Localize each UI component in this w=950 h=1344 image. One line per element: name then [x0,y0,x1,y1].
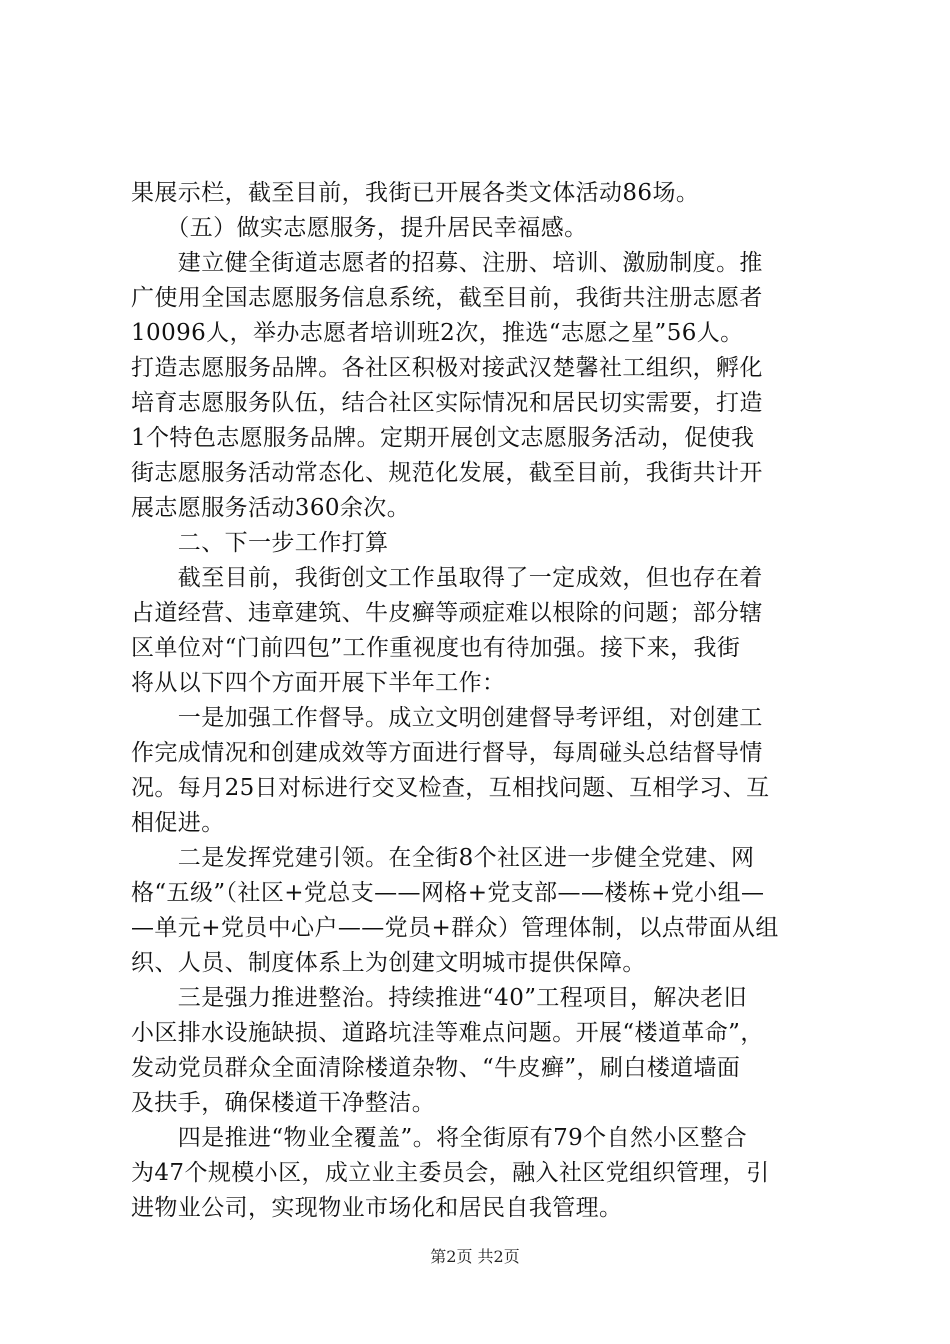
text-line: 织、人员、制度体系上为创建文明城市提供保障。 [131,950,646,976]
text-line: —单元+党员中心户——党员+群众）管理体制，以点带面从组 [131,915,779,941]
document-body [131,176,831,1226]
text-line: 况。每月25日对标进行交叉检查，互相找问题、互相学习、互 [131,775,770,801]
text-line: 格“五级”（社区+党总支——网格+党支部——楼栋+党小组— [131,880,765,906]
text-line: 区单位对“门前四包”工作重视度也有待加强。接下来，我街 [131,635,741,661]
text-line: 为47个规模小区，成立业主委员会，融入社区党组织管理，引 [131,1160,770,1186]
text-line: 将从以下四个方面开展下半年工作： [131,670,506,696]
text-line: 发动党员群众全面清除楼道杂物、“牛皮癣”，刷白楼道墙面 [131,1055,741,1081]
page-footer: 第2页 共2页 [430,1247,520,1266]
text-line: 10096人，举办志愿者培训班2次，推选“志愿之星”56人。 [131,320,744,346]
text-line: 三是强力推进整治。持续推进“40”工程项目，解决老旧 [131,985,747,1011]
text-line: 截至目前，我街创文工作虽取得了一定成效，但也存在着 [131,565,763,591]
text-line: 1个特色志愿服务品牌。定期开展创文志愿服务活动，促使我 [131,425,755,451]
text-line: 街志愿服务活动常态化、规范化发展，截至目前，我街共计开 [131,460,763,486]
text-line: 建立健全街道志愿者的招募、注册、培训、激励制度。推 [131,250,763,276]
text-line: 一是加强工作督导。成立文明创建督导考评组，对创建工 [131,705,763,731]
text-line: 广使用全国志愿服务信息系统，截至目前，我街共注册志愿者 [131,285,763,311]
text-line: 打造志愿服务品牌。各社区积极对接武汉楚馨社工组织，孵化 [131,355,763,381]
text-line: 小区排水设施缺损、道路坑洼等难点问题。开展“楼道革命”， [131,1020,764,1046]
text-line: 占道经营、违章建筑、牛皮癣等顽症难以根除的问题；部分辖 [131,600,763,626]
text-line: 展志愿服务活动360余次。 [131,495,411,521]
text-line: 果展示栏，截至目前，我街已开展各类文体活动86场。 [131,180,700,206]
text-line: 相促进。 [131,810,225,836]
text-line: 及扶手，确保楼道干净整洁。 [131,1090,436,1116]
text-line: （五）做实志愿服务，提升居民幸福感。 [131,215,588,241]
text-line: 二是发挥党建引领。在全街8个社区进一步健全党建、网 [131,845,755,871]
text-line: 作完成情况和创建成效等方面进行督导，每周碰头总结督导情 [131,740,763,766]
text-line: 进物业公司，实现物业市场化和居民自我管理。 [131,1195,623,1221]
text-line: 二、下一步工作打算 [131,530,389,556]
text-line: 培育志愿服务队伍，结合社区实际情况和居民切实需要，打造 [131,390,763,416]
text-line: 四是推进“物业全覆盖”。将全街原有79个自然小区整合 [131,1125,747,1151]
